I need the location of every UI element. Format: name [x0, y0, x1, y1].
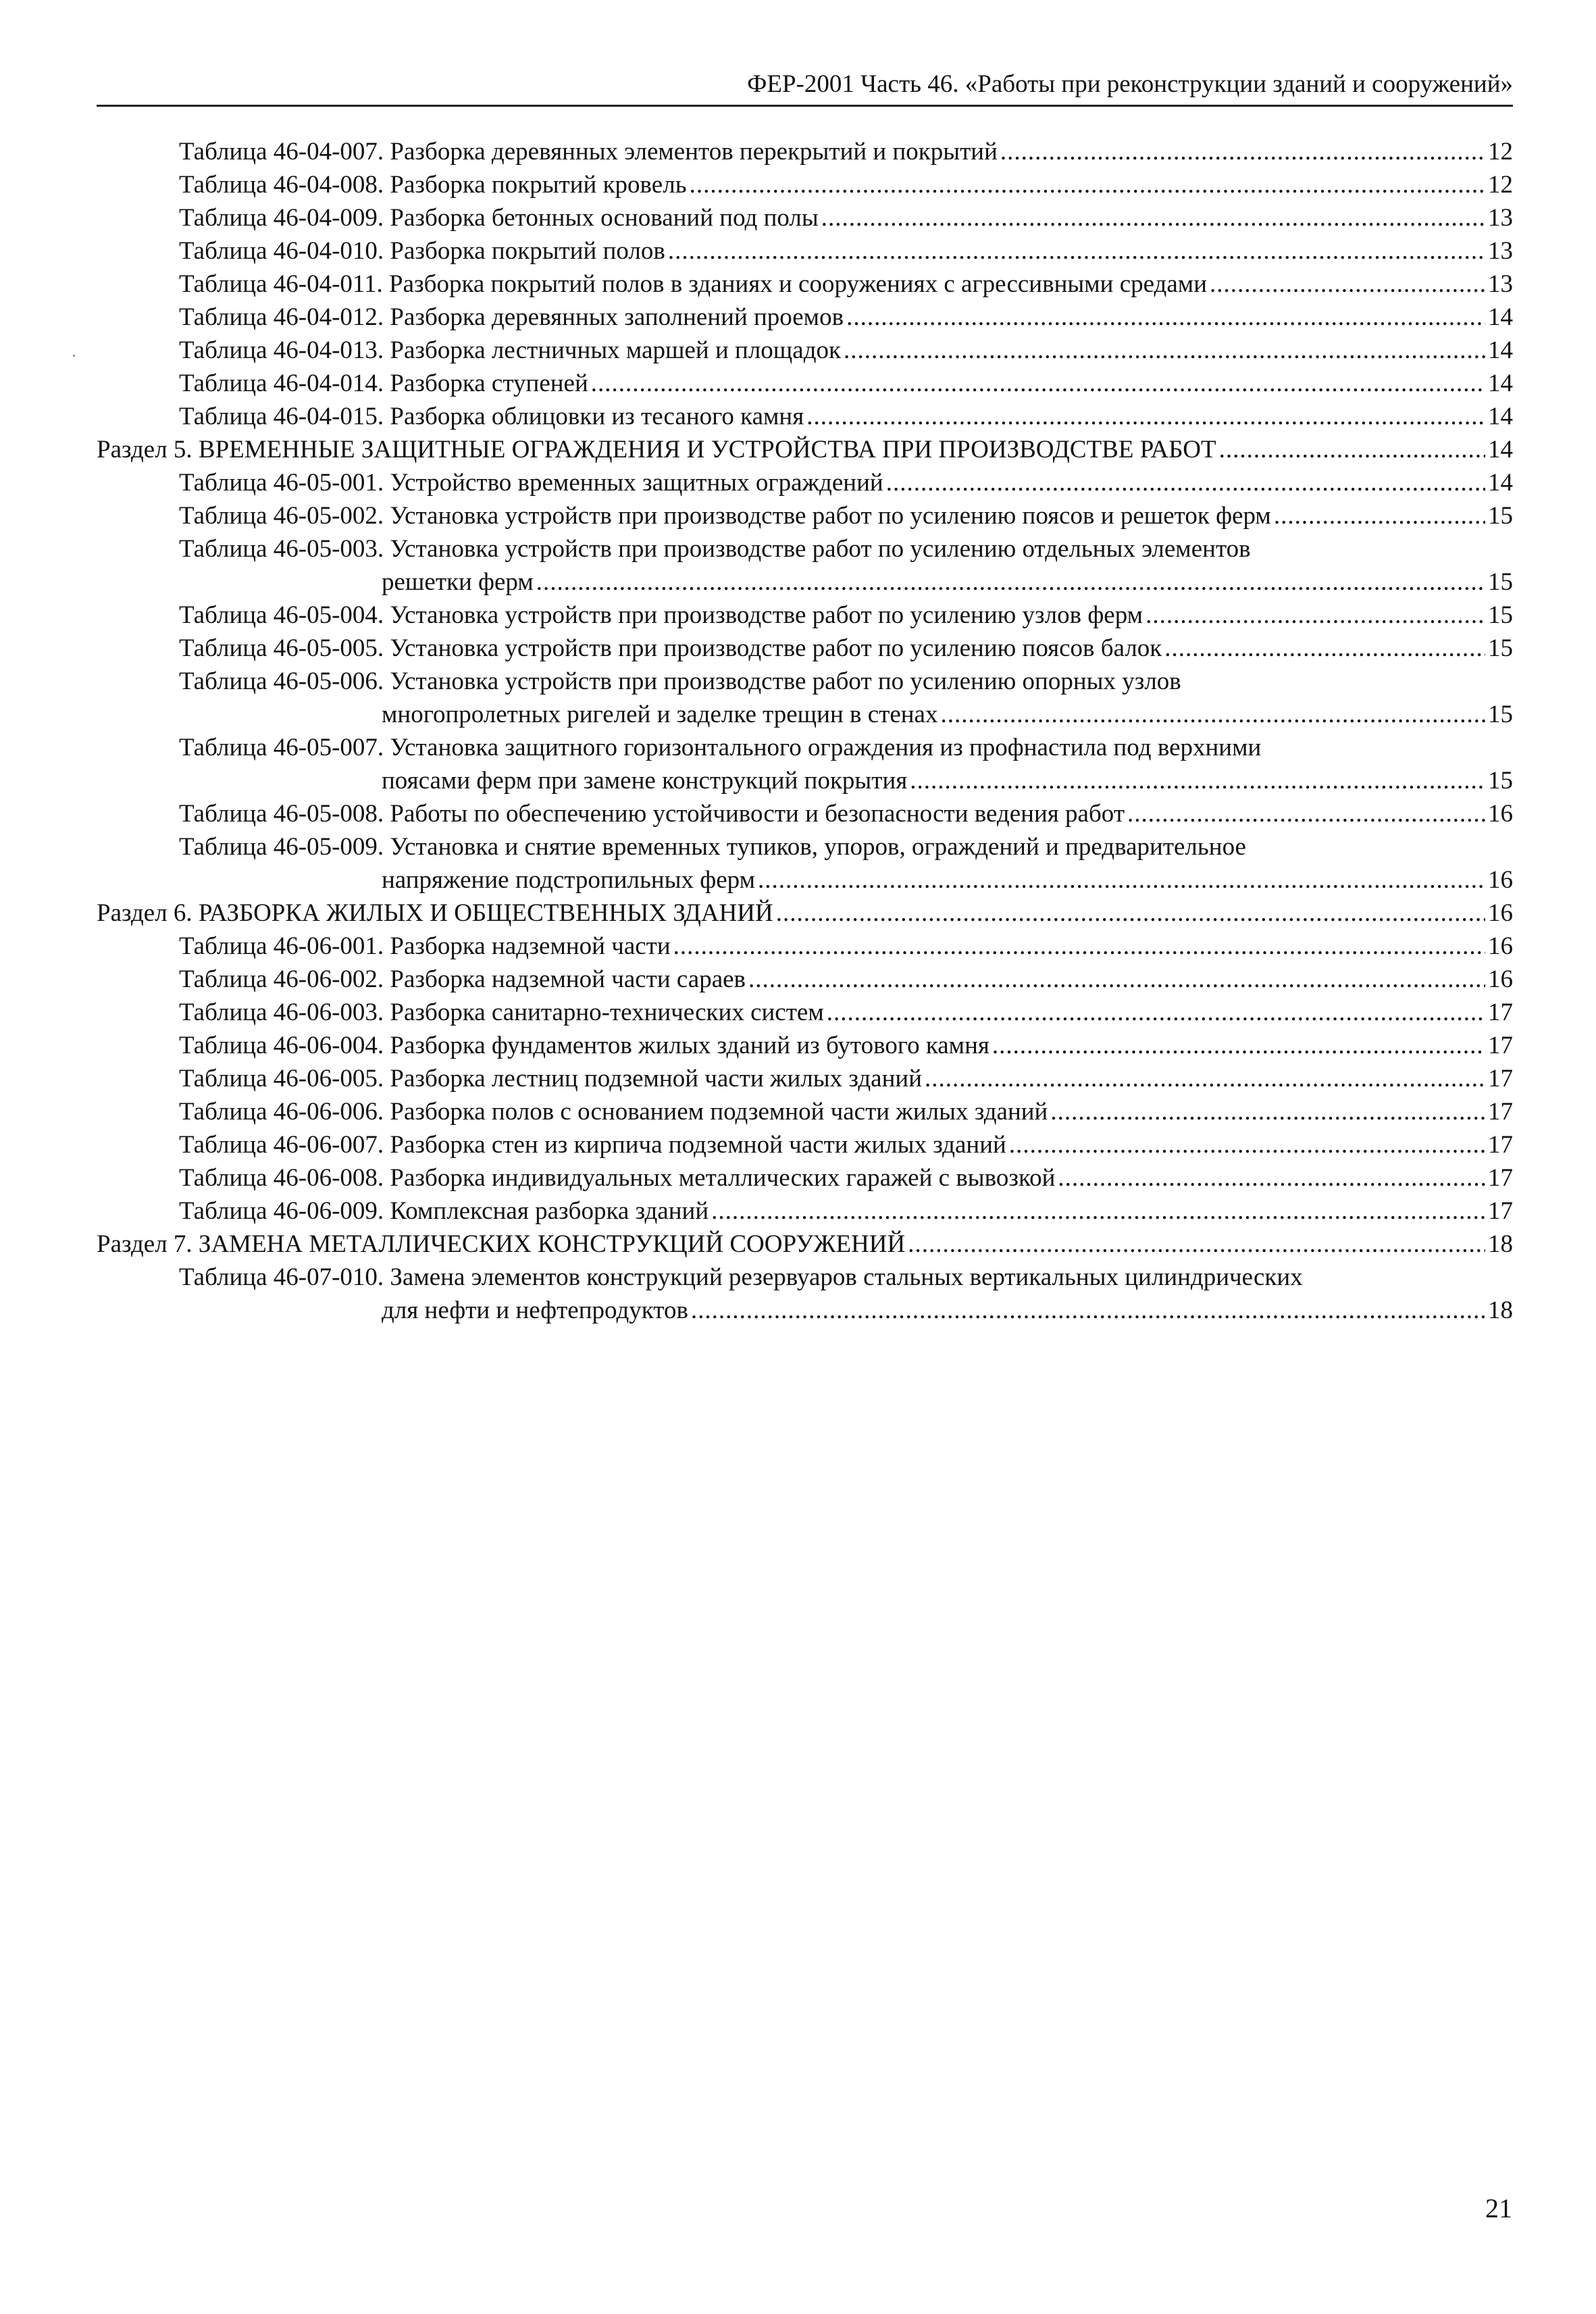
toc-entry[interactable]: [97, 930, 1513, 963]
toc-entry-title-cont: многопролетных ригелей и заделке трещин в стенах: [382, 701, 938, 728]
toc-entry[interactable]: [97, 1194, 1513, 1228]
dot-leader: [711, 1194, 1485, 1228]
toc-entry-page: 17: [1488, 1098, 1513, 1126]
toc-entry-page: 17: [1488, 1164, 1513, 1192]
toc-entry[interactable]: [97, 466, 1513, 499]
dot-leader: [776, 897, 1485, 930]
toc-entry-title: Таблица 46-04-012. Разборка деревянных заполнений проемов: [179, 303, 844, 331]
dot-leader: [806, 400, 1485, 433]
toc-entry-title-wrap: [97, 1228, 1488, 1261]
toc-entry-title: Таблица 46-05-004. Установка устройств при производстве работ по усилению узлов ферм: [179, 601, 1143, 629]
toc-entry-page: 16: [1488, 932, 1513, 960]
dot-leader: [536, 565, 1485, 599]
toc-entry[interactable]: [97, 499, 1513, 532]
dot-leader: [1058, 1161, 1485, 1194]
toc-entry-title-wrap: [179, 632, 1488, 665]
toc-entry-title-wrap: [179, 1095, 1488, 1128]
dot-leader: [691, 1294, 1485, 1327]
toc-entry-page: 16: [1488, 965, 1513, 993]
toc-entry-title-wrap: [179, 268, 1488, 301]
toc-entry-title: Таблица 46-05-006. Установка устройств при производстве работ по усилению опорных узлов: [179, 668, 1181, 695]
toc-entry-title: Таблица 46-04-009. Разборка бетонных оснований под полы: [179, 204, 819, 232]
dot-leader: [910, 764, 1485, 797]
toc-entry-title-wrap: [179, 367, 1488, 400]
dot-leader: [886, 466, 1485, 499]
dot-leader: [758, 863, 1485, 897]
toc-entry-title-wrap: [179, 499, 1488, 532]
dot-leader: [1145, 599, 1485, 632]
toc-entry-title: Таблица 46-04-010. Разборка покрытий полов: [179, 237, 665, 265]
toc-entry-title-cont: поясами ферм при замене конструкций покрытия: [382, 767, 908, 795]
toc-entry[interactable]: [97, 1128, 1513, 1161]
toc-entry-title-cont: напряжение подстропильных ферм: [382, 866, 756, 894]
toc-entry[interactable]: [97, 797, 1513, 830]
toc-entry-page: 17: [1488, 1065, 1513, 1092]
toc-entry-page: 15: [1488, 568, 1513, 596]
toc-entry-page: 17: [1488, 1032, 1513, 1059]
toc-entry-page: 15: [1488, 502, 1513, 530]
toc-entry-page: 17: [1488, 999, 1513, 1026]
toc-entry-page: 15: [1488, 634, 1513, 662]
toc-entry[interactable]: [97, 168, 1513, 201]
toc-entry[interactable]: [97, 268, 1513, 301]
toc-entry[interactable]: [97, 1062, 1513, 1095]
toc-entry-page: 12: [1488, 171, 1513, 199]
toc-entry-page: 16: [1488, 899, 1513, 927]
toc-entry[interactable]: [97, 996, 1513, 1029]
toc-group-a: [97, 135, 1513, 532]
page-number: 21: [1485, 2193, 1512, 2223]
toc-entry-page: 14: [1488, 469, 1513, 497]
toc-entry[interactable]: [97, 1029, 1513, 1062]
dot-leader: [1000, 135, 1485, 168]
toc-section-entry[interactable]: [97, 1228, 1513, 1261]
toc-entry-page: 16: [1488, 866, 1513, 894]
toc-entry-title: Таблица 46-06-001. Разборка надземной части: [179, 932, 671, 960]
toc-entry-title-wrap: [179, 334, 1488, 367]
toc-entry-title: Таблица 46-04-011. Разборка покрытий полов в зданиях и сооружениях с агрессивными средами: [179, 270, 1208, 298]
dot-leader: [690, 168, 1485, 201]
dot-leader: [1210, 268, 1485, 301]
toc-entry-title: Раздел 5. ВРЕМЕННЫЕ ЗАЩИТНЫЕ ОГРАЖДЕНИЯ И УСТРОЙСТВА ПРИ ПРОИЗВОДСТВЕ РАБОТ: [97, 436, 1216, 463]
toc-entry[interactable]: [97, 731, 1513, 797]
toc-entry-page: 13: [1488, 204, 1513, 232]
toc-entry-title: Таблица 46-06-009. Комплексная разборка зданий: [179, 1197, 709, 1225]
toc-entry[interactable]: [97, 1261, 1513, 1327]
dot-leader: [908, 1228, 1485, 1261]
scan-speck: [73, 355, 75, 357]
toc-entry[interactable]: [97, 201, 1513, 234]
dot-leader: [827, 996, 1485, 1029]
toc-entry-title-wrap: [179, 301, 1488, 334]
toc-entry-title-wrap: [179, 201, 1488, 234]
toc-group-c: [97, 797, 1513, 830]
toc-entry[interactable]: [97, 234, 1513, 268]
toc-entry-title: Таблица 46-06-008. Разборка индивидуальных металлических гаражей с вывозкой: [179, 1164, 1056, 1192]
toc-entry[interactable]: [97, 1161, 1513, 1194]
toc-entry-title: Таблица 46-05-003. Установка устройств при производстве работ по усилению отдельных элементов: [179, 535, 1251, 563]
running-header-text: ФЕР-2001 Часть 46. «Работы при реконструкции зданий и сооружений»: [747, 70, 1513, 98]
toc-entry-title-wrap: [179, 930, 1488, 963]
dot-leader: [1009, 1128, 1485, 1161]
dot-leader: [673, 930, 1485, 963]
dot-leader: [591, 367, 1485, 400]
toc-entry[interactable]: [97, 1095, 1513, 1128]
toc-entry-title-wrap: [179, 1029, 1488, 1062]
toc-entry-page: 14: [1488, 403, 1513, 430]
dot-leader: [1050, 1095, 1485, 1128]
toc-entry-title: Таблица 46-06-003. Разборка санитарно-технических систем: [179, 999, 824, 1026]
toc-entry-page: 13: [1488, 237, 1513, 265]
toc-entry-page: 14: [1488, 303, 1513, 331]
dot-leader: [1127, 797, 1485, 830]
toc-entry-title: Таблица 46-05-007. Установка защитного горизонтального ограждения из профнастила под верхними: [179, 734, 1262, 761]
dot-leader: [748, 963, 1485, 996]
toc-entry[interactable]: [97, 963, 1513, 996]
toc-entry-page: 14: [1488, 370, 1513, 397]
toc-entry-title-wrap: [179, 168, 1488, 201]
toc-entry-title-wrap: [179, 1194, 1488, 1228]
dot-leader: [821, 201, 1485, 234]
toc-entry-title: Раздел 7. ЗАМЕНА МЕТАЛЛИЧЕСКИХ КОНСТРУКЦИЙ СООРУЖЕНИЙ: [97, 1230, 906, 1258]
toc-entry-page: 17: [1488, 1197, 1513, 1225]
toc-entry-title: Таблица 46-05-001. Устройство временных защитных ограждений: [179, 469, 883, 497]
toc-entry[interactable]: [97, 334, 1513, 367]
toc-entry-title-wrap: [179, 234, 1488, 268]
dot-leader: [1219, 433, 1485, 466]
dot-leader: [846, 301, 1485, 334]
toc-entry-title: Таблица 46-06-005. Разборка лестниц подземной части жилых зданий: [179, 1065, 922, 1092]
toc-entry[interactable]: [97, 367, 1513, 400]
toc-entry[interactable]: [97, 532, 1513, 599]
toc-group-b: [97, 599, 1513, 665]
toc-entry-title-wrap: [179, 1128, 1488, 1161]
toc-entry[interactable]: [97, 665, 1513, 731]
toc-entry-page: 18: [1488, 1230, 1513, 1258]
dot-leader: [992, 1029, 1485, 1062]
toc-entry-title-wrap: [179, 963, 1488, 996]
dot-leader: [925, 1062, 1485, 1095]
toc-entry[interactable]: [97, 599, 1513, 632]
toc-section-entry[interactable]: [97, 433, 1513, 466]
toc-entry-title-wrap: [179, 466, 1488, 499]
toc-entry-page: 14: [1488, 436, 1513, 463]
toc-entry-title-cont: решетки ферм: [382, 568, 534, 596]
toc-entry-title: Раздел 6. РАЗБОРКА ЖИЛЫХ И ОБЩЕСТВЕННЫХ ЗДАНИЙ: [97, 899, 773, 927]
toc-entry-title-wrap: [179, 400, 1488, 433]
dot-leader: [668, 234, 1485, 268]
toc-entry-page: 15: [1488, 601, 1513, 629]
toc-entry-title: Таблица 46-05-008. Работы по обеспечению устойчивости и безопасности ведения работ: [179, 800, 1125, 828]
toc-entry-title: Таблица 46-04-015. Разборка облицовки из тесаного камня: [179, 403, 804, 430]
toc-entry-title-wrap: [97, 897, 1488, 930]
toc-entry-page: 12: [1488, 138, 1513, 166]
toc-entry-page: 13: [1488, 270, 1513, 298]
toc-entry-title-wrap: [97, 433, 1488, 466]
toc-entry-title-wrap: [179, 996, 1488, 1029]
toc-entry-title: Таблица 46-06-004. Разборка фундаментов жилых зданий из бутового камня: [179, 1032, 989, 1059]
toc-entry-title-wrap: [179, 135, 1488, 168]
toc-entry-title-wrap: [179, 1161, 1488, 1194]
toc-entry-title: Таблица 46-04-013. Разборка лестничных маршей и площадок: [179, 336, 842, 364]
table-of-contents: [97, 135, 1513, 1327]
toc-entry-title: Таблица 46-04-014. Разборка ступеней: [179, 370, 588, 397]
toc-entry-title: Таблица 46-04-008. Разборка покрытий кровель: [179, 171, 687, 199]
toc-entry-title-wrap: [179, 599, 1488, 632]
toc-entry-title: Таблица 46-05-009. Установка и снятие временных тупиков, упоров, ограждений и предварительное: [179, 833, 1246, 861]
toc-entry-page: 18: [1488, 1297, 1513, 1324]
toc-entry-title: Таблица 46-06-007. Разборка стен из кирпича подземной части жилых зданий: [179, 1131, 1006, 1159]
toc-entry[interactable]: [97, 400, 1513, 433]
toc-entry-title: Таблица 46-05-005. Установка устройств при производстве работ по усилению поясов балок: [179, 634, 1162, 662]
toc-entry-page: 14: [1488, 336, 1513, 364]
toc-entry-page: 17: [1488, 1131, 1513, 1159]
toc-entry-title-wrap: [179, 1062, 1488, 1095]
dot-leader: [1164, 632, 1485, 665]
toc-section-entry[interactable]: [97, 897, 1513, 930]
running-header: [97, 64, 1513, 107]
toc-entry[interactable]: [97, 135, 1513, 168]
toc-entry-title: Таблица 46-04-007. Разборка деревянных элементов перекрытий и покрытий: [179, 138, 998, 166]
dot-leader: [1274, 499, 1485, 532]
toc-entry-title-cont: для нефти и нефтепродуктов: [382, 1297, 688, 1324]
toc-entry-title: Таблица 46-07-010. Замена элементов конструкций резервуаров стальных вертикальных цилиндрических: [179, 1263, 1303, 1291]
toc-entry-title-wrap: [179, 797, 1488, 830]
toc-entry[interactable]: [97, 632, 1513, 665]
dot-leader: [940, 698, 1485, 731]
toc-entry[interactable]: [97, 830, 1513, 897]
toc-entry[interactable]: [97, 301, 1513, 334]
toc-entry-page: 15: [1488, 701, 1513, 728]
toc-entry-title: Таблица 46-05-002. Установка устройств при производстве работ по усилению поясов и решеток ферм: [179, 502, 1271, 530]
toc-group-d: [97, 897, 1513, 1261]
toc-entry-page: 16: [1488, 800, 1513, 828]
dot-leader: [844, 334, 1485, 367]
toc-entry-title: Таблица 46-06-006. Разборка полов с основанием подземной части жилых зданий: [179, 1098, 1048, 1126]
toc-entry-page: 15: [1488, 767, 1513, 795]
toc-entry-title: Таблица 46-06-002. Разборка надземной части сараев: [179, 965, 746, 993]
